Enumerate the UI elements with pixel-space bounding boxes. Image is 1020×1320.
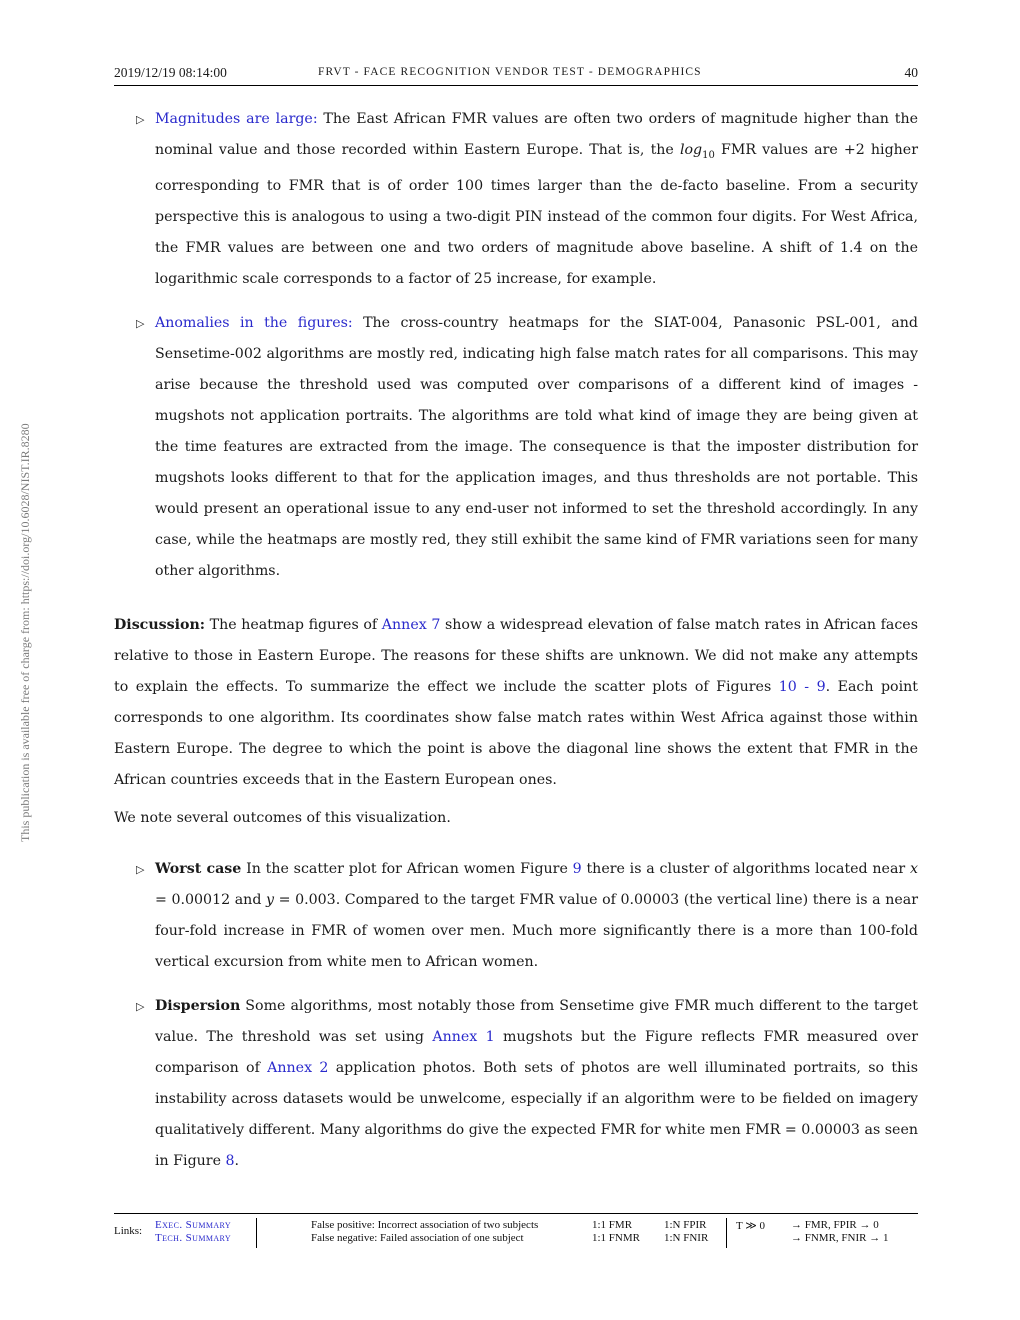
figure-9-link[interactable]: 9 [816,678,826,695]
log-symbol: log [679,142,703,158]
header-date: 2019/12/19 08:14:00 [114,65,227,80]
bullet-worst-case: ▷ Worst case In the scatter plot for African women Figure 9 there is a cluster of algorithms located near x = 0.00012 and y = 0.003. Compared to the target FMR value of 0.00003 (the vertical line) there is a near four-fold increase in FMR of women over men. Much more significantly there is a more than 100-fold vertical excursion from white men to African women. [114,854,918,978]
figure-9-link[interactable]: 9 [572,860,582,877]
page-footer [114,1213,918,1244]
page-header [114,64,918,86]
bullet-title-dispersion: Dispersion [155,997,241,1014]
bullet-title-worst-case: Worst case [155,860,242,877]
fnmr-limit: → FNMR, FNIR → 1 [791,1232,889,1244]
fnir-label: 1:N FNIR [664,1232,709,1244]
triangle-bullet-icon: ▷ [136,862,145,876]
annex-1-link[interactable]: Annex 1 [432,1028,495,1045]
main-content [114,104,918,1177]
bullet-magnitudes: ▷ Magnitudes are large: The East African FMR values are often two orders of magnitude higher than the nominal value and those recorded within Eastern Europe. That is, the $\log_{10}$ FMR values are +2 higher corresponding to FMR that is of order 100 times larger than the de-facto baseline. From a security perspective this is analogous to using a two-digit PIN instead of the common four digits. For West Africa, the FMR values are between one and two orders of magnitude above baseline. A shift of 1.4 on the logarithmic scale corresponds to a factor of 25 increase, for example. [114,104,918,295]
annex-2-link[interactable]: Annex 2 [267,1059,329,1076]
fmr-label: 1:1 FMR [592,1219,633,1231]
doi-sidebar: This publication is available free of charge from: https://doi.org/10.6028/NIST.IR.8280 [18,423,32,842]
triangle-bullet-icon: ▷ [136,999,145,1013]
triangle-bullet-icon: ▷ [136,316,145,330]
bullet-dispersion: ▷ Dispersion Some algorithms, most notably those from Sensetime give FMR much different to the target value. The threshold was set using Annex 1 mugshots but the Figure reflects FMR measured over comparison of Annex 2 application photos. Both sets of photos are well illuminated portraits, so this instability across datasets would be unwelcome, especially if an algorithm were to be fielded on imagery qualitatively different. Many algorithms do give the expected FMR for white men FMR = 0.00003 as seen in Figure 8. [114,991,918,1177]
figure-10-link[interactable]: 10 [778,678,797,695]
annex-7-link[interactable]: Annex 7 [381,616,441,633]
footer-divider [726,1218,727,1248]
footer-links-label: Links: [114,1225,143,1237]
page-number: 40 [904,65,918,80]
log-subscript: 10 [702,149,715,161]
triangle-bullet-icon: ▷ [136,113,145,126]
fpir-label: 1:N FPIR [664,1219,707,1231]
tech-summary-link[interactable]: Tech. Summary [155,1232,231,1244]
fnmr-label: 1:1 FNMR [592,1232,640,1244]
discussion-label: Discussion: [114,616,206,633]
bullet-anomalies: ▷ Anomalies in the figures: The cross-country heatmaps for the SIAT-004, Panasonic PSL-001, and Sensetime-002 algorithms are mostly red, indicating high false match rates for all comparisons. This may arise because the threshold used was computed over comparisons of a different kind of images - mugshots not application portraits. The algorithms are told what kind of image they are being given at the time features are extracted from the image. The consequence is that the imposter distribution for mugshots looks different to that for the application images, and thus thresholds are not portable. This would present an operational issue to any end-user not informed to set the threshold accordingly. In any case, while the heatmaps are mostly red, they still exhibit the same kind of FMR variations seen for many other algorithms. [114,308,918,587]
bullet-title-magnitudes: Magnitudes are large: [155,111,318,127]
figure-8-link[interactable]: 8 [225,1152,235,1169]
footer-divider [256,1218,257,1248]
outcomes-intro: We note several outcomes of this visualization. [114,809,451,826]
header-title: FRVT - FACE RECOGNITION VENDOR TEST - DEMOGRAPHICS [318,66,702,78]
false-negative-def: False negative: Failed association of one subject [311,1232,524,1244]
exec-summary-link[interactable]: Exec. Summary [155,1219,231,1231]
threshold-label: T ≫ 0 [736,1220,766,1232]
fmr-limit: → FMR, FPIR → 0 [791,1219,879,1231]
discussion-paragraph: Discussion: The heatmap figures of Annex 7 show a widespread elevation of false match rates in African faces relative to those in Eastern Europe. The reasons for these shifts are unknown. We did not make any attempts to explain the effects. To summarize the effect we include the scatter plots of Figures 10 - 9. Each point corresponds to one algorithm. Its coordinates show false match rates within West Africa against those within Eastern Europe. The degree to which the point is above the diagonal line shows the extent that FMR in the African countries exceeds that in the Eastern European ones. [114,616,918,788]
bullet-title-anomalies: Anomalies in the figures: [155,314,353,331]
false-positive-def: False positive: Incorrect association of two subjects [311,1219,539,1231]
